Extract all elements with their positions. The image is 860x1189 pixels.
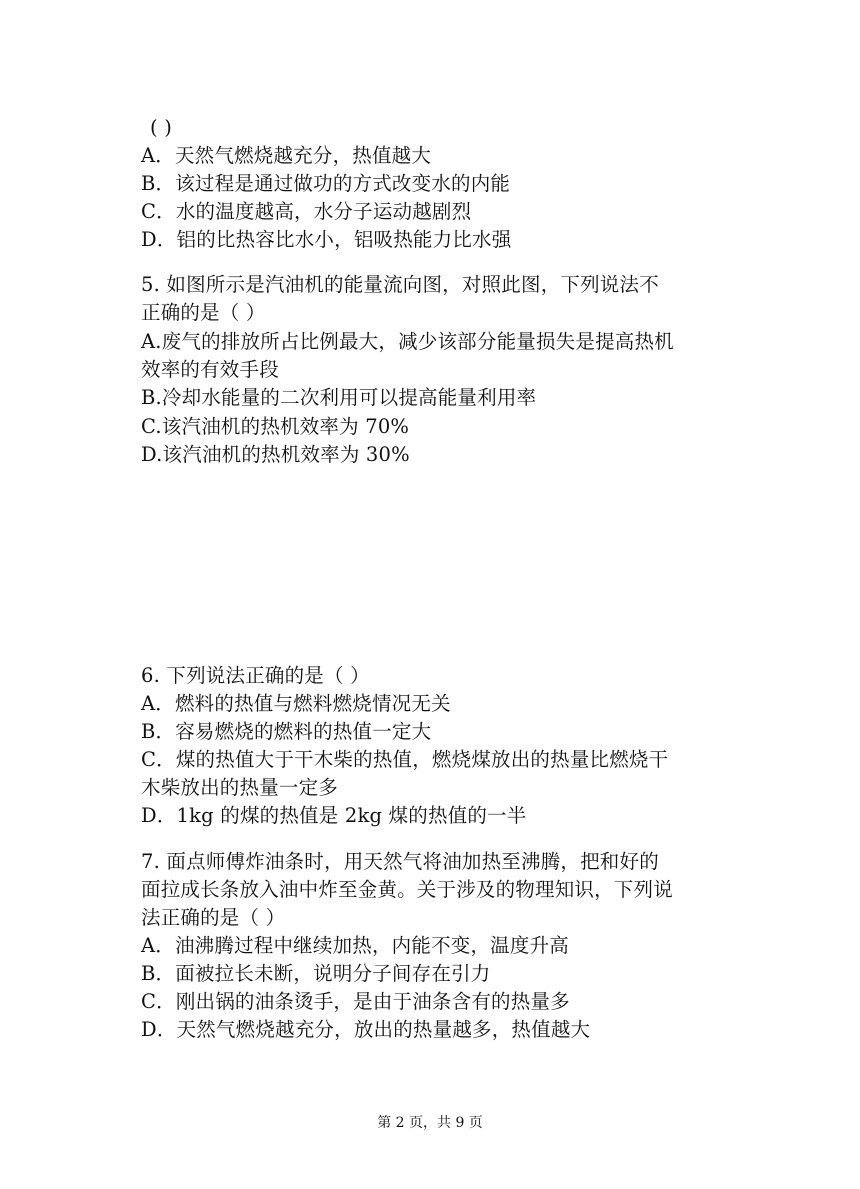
q4-answer-paren: ( )	[150, 116, 173, 139]
q7-stem-line-2: 面拉成长条放入油中炸至金黄。关于涉及的物理知识，下列说	[141, 878, 673, 901]
q6-option-c-line-1: C．煤的热值大于干木柴的热值，燃烧煤放出的热量比燃烧干	[141, 748, 669, 771]
page-number-footer: 第 2 页，共 9 页	[377, 1115, 483, 1131]
q5-option-a-line-1: A.废气的排放所占比例最大，减少该部分能量损失是提高热机	[141, 330, 674, 353]
q6-option-a: A．燃料的热值与燃料燃烧情况无关	[141, 692, 451, 715]
q5-option-c: C.该汽油机的热机效率为 70%	[141, 415, 410, 438]
q6-option-c-line-2: 木柴放出的热量一定多	[141, 776, 339, 799]
q6-option-b: B．容易燃烧的燃料的热值一定大	[141, 720, 432, 743]
q4-option-d: D．铝的比热容比水小，铝吸热能力比水强	[141, 228, 512, 251]
q7-stem-line-1: 7. 面点师傅炸油条时，用天然气将油加热至沸腾，把和好的	[141, 850, 659, 873]
q5-option-d: D.该汽油机的热机效率为 30%	[141, 443, 410, 466]
q7-stem-line-3: 法正确的是（ ）	[141, 906, 286, 929]
q5-option-a-line-2: 效率的有效手段	[141, 358, 279, 381]
q7-option-a: A．油沸腾过程中继续加热，内能不变，温度升高	[141, 934, 569, 957]
q4-option-a: A．天然气燃烧越充分，热值越大	[141, 144, 432, 167]
q7-option-c: C．刚出锅的油条烫手，是由于油条含有的热量多	[141, 990, 570, 1013]
q7-option-d: D．天然气燃烧越充分，放出的热量越多，热值越大	[141, 1018, 591, 1041]
q4-option-c: C．水的温度越高，水分子运动越剧烈	[141, 200, 472, 223]
q6-option-d: D．1kg 的煤的热值是 2kg 煤的热值的一半	[141, 804, 527, 827]
q5-stem-line-1: 5. 如图所示是汽油机的能量流向图，对照此图，下列说法不	[141, 273, 659, 296]
q7-option-b: B．面被拉长未断，说明分子间存在引力	[141, 962, 491, 985]
q5-option-b: B.冷却水能量的二次利用可以提高能量利用率	[141, 386, 537, 409]
q5-stem-line-2: 正确的是（ ）	[141, 301, 266, 324]
q6-stem: 6. 下列说法正确的是（ ）	[141, 664, 370, 687]
q4-option-b: B．该过程是通过做功的方式改变水的内能	[141, 172, 511, 195]
